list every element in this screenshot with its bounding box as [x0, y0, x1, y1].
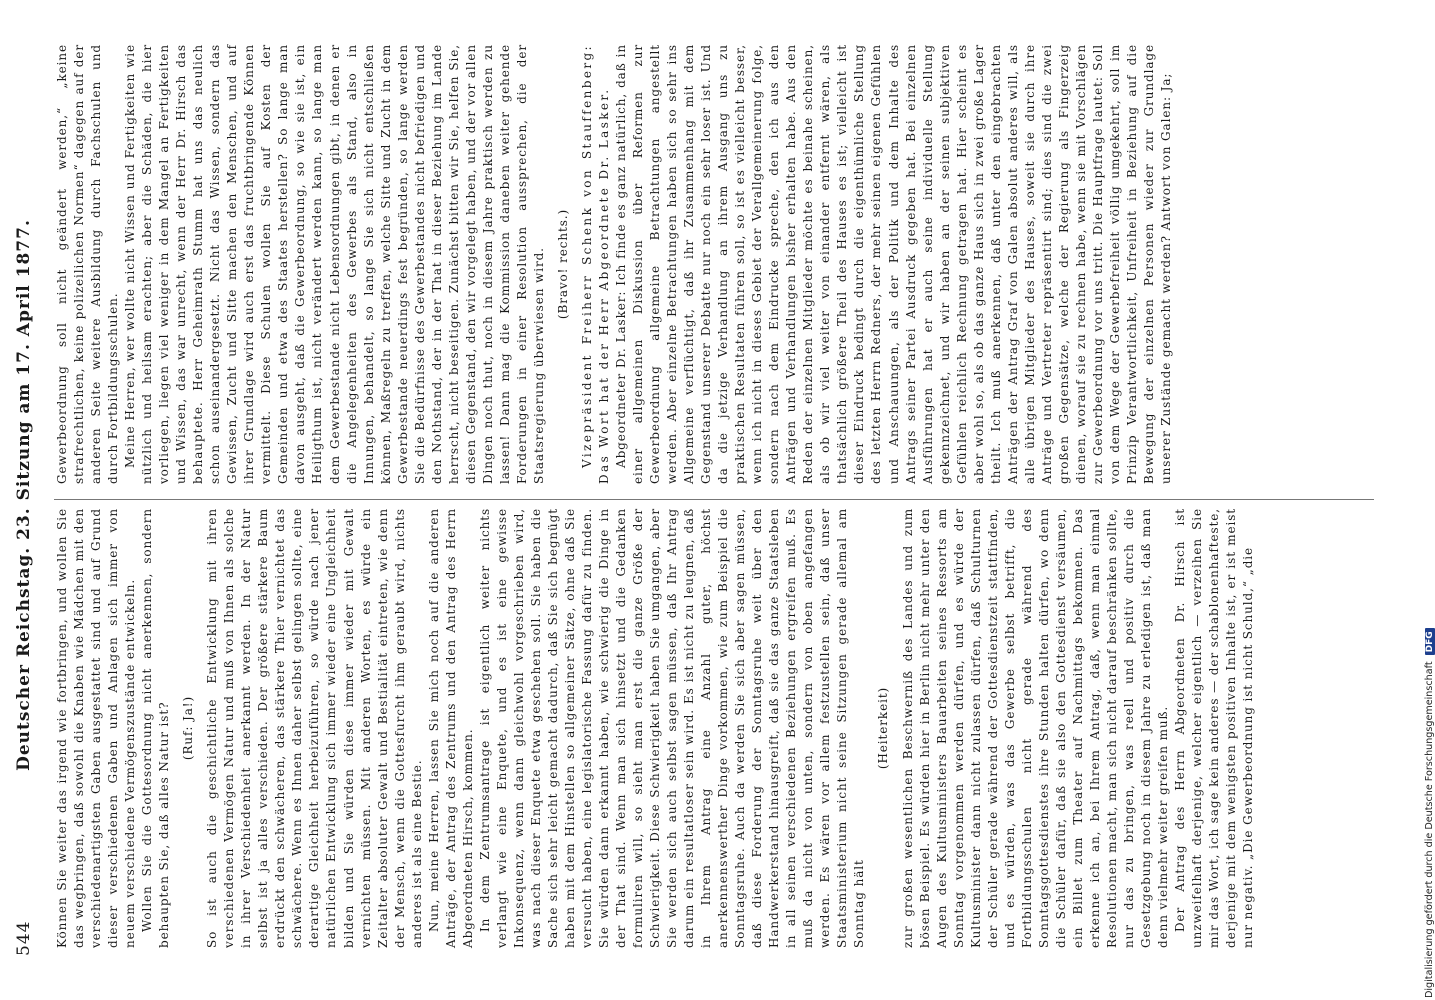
- credit-text: Digitalisierung gefördert durch die Deutsche Forschungsgemeinschaft: [1424, 661, 1435, 998]
- running-head: [14, 20, 42, 970]
- paragraph: Gewerbeordnung soll nicht geändert werden,“ „keine strafrechtlichen, keine polizeilichen Normen“ dagegen auf der anderen Seite weitere Ausbildung durch Fachschulen und durch Fortbildungsschulen.: [55, 44, 121, 484]
- dfg-logo-badge: DFG: [1425, 628, 1435, 655]
- page-number: 544: [14, 920, 34, 956]
- newspaper-page: [8, 20, 1398, 970]
- paragraph: So ist auch die geschichtliche Entwicklung mit ihren verschiedenen Vermögen Natur und muß von Ihnen als solche in ihrer Verschiedenheit anerkannt werden. In der Natur selbst ist ja alles verschieden. Der größere stärkere Baum erdrückt den schwächeren, das stärkere Thier vernichtet das schwächere. Wenn es Ihnen daher selbst gelingen sollte, eine derartige Gleichheit herbeizuführen, so würde nach jener natürlichen Entwicklung sich immer wieder eine Ungleichheit bilden und Sie würden diese immer wieder mit Gewalt vernichten müssen. Mit anderen Worten, es würde ein Zeitalter absoluter Gewalt und Bestialität eintreten, wie denn der Mensch, wenn die Gottesfurcht ihm geraubt wird, nichts anderes ist als eine Bestie.: [205, 508, 424, 948]
- paragraph: Abgeordneter Dr. Lasker: Ich finde es ganz natürlich, daß in einer allgemeinen Diskussion über Reformen zur Gewerbeordnung allgemeine Betrachtungen angestellt werden. Aber einzelne Betrachtungen haben sich so sehr ins Allgemeine verflüchtigt, daß ihr Zusammenhang mit dem Gegenstand unserer Debatte nur noch ein sehr loser ist. Und da die jetzige Verhandlung an ihrem Ausgang uns zu praktischen Resultaten führen soll, so ist es vielleicht besser, wenn ich nicht in dieses Gebiet der Verallgemeinerung folge, sondern nach dem Eindrucke spreche, den ich aus den Anträgen und Verhandlungen bisher erhalten habe. Aus den Reden der einzelnen Mitglieder möchte es beinahe scheinen, als ob wir viel weiter von einander entfernt wären, als thatsächlich größere Theil des Hauses es ist; vielleicht ist dieser Eindruck bedingt durch die eigenthümliche Stellung des letzten Herrn Redners, der mehr seinen eigenen Gefühlen und Anschauungen, als der Politik und dem Inhalte des Antrags seiner Partei Ausdruck gegeben hat. Bei einzelnen Ausführungen hat er auch seine individuelle Stellung gekennzeichnet, und wir haben an der seinen subjektiven Gefühlen reichlich Rechnung getragen hat. Hier scheint es aber wohl so, als ob das ganze Haus sich in zwei große Lager theilt. Ich muß anerkennen, daß unter den eingebrachten Anträgen der Antrag Graf von Galen absolut anderes will, als alle übrigen Mitglieder des Hauses, soweit sie durch ihre Anträge und Vertreter repräsentirt sind; dies sind die zwei großen Gegensätze, welche der Regierung als Fingerzeig dienen, worauf sie zu rechnen habe, wenn sie mit Vorschlägen zur Gewerbeordnung vor uns tritt. Die Hauptfrage lautet: Soll von dem Wege der Gewerbefreiheit völlig umgekehrt, soll im Prinzip Verantwortlichkeit, Unfreiheit in Beziehung auf die Bewegung der einzelnen Personen wieder zur Grundlage unserer Zustände gemacht werden? Antwort von Galen: Ja;: [614, 44, 1173, 484]
- right-column: [54, 44, 1384, 484]
- interjection: (Ruf: Ja!): [181, 695, 196, 761]
- speaker-announcement: Vizepräsident Freiherr Schenk von Stauffenberg: Das Wort hat der Herr Abgeordnete Dr. Lasker.: [579, 44, 611, 484]
- left-column: [54, 508, 1384, 948]
- paragraph: Der Antrag des Herrn Abgeordneten Dr. Hirsch ist unzweifelhaft derjenige, welcher eigentlich — verzeihen Sie mir das Wort, ich sage kein anderes — der schablonenhafteste, derjenige mit dem wenigsten positiven Inhalte ist, er ist meist nur negativ. „Die Gewerbeordnung ist nicht Schuld,“ „die: [1173, 507, 1256, 948]
- paragraph: Können Sie weiter das irgend wie fortbringen, und wollen Sie das wegbringen, daß sowohl die Knaben wie Mädchen mit den verschiedenartigsten Gaben ausgestattet sind und auf Grund dieser verschiedenen Gaben und Anlagen sich immer von neuem verschiedene Vermögenszustände entwickeln.: [55, 508, 138, 948]
- page-title: Deutscher Reichstag. 23. Sitzung am 17. April 1877.: [14, 219, 34, 771]
- interjection: (Heiterkeit): [876, 686, 891, 770]
- paragraph: Wollen Sie die Gottesordnung nicht anerkennen, sondern behaupten Sie, daß alles Natur ist?: [140, 508, 172, 948]
- column-divider: [54, 499, 1374, 500]
- paragraph: Meine Herren, wer wollte nicht Wissen und Fertigkeiten wie nützlich und heilsam erachten; aber die Schäden, die hier vorliegen, liegen viel weniger in dem Mangel an Fertigkeiten und Wissen, das war unrecht, wenn der Herr Dr. Hirsch das behauptete. Herr Geheimrath Stumm hat uns das neulich schon auseinandergesetzt. Nicht das Wissen, sondern das Gewissen, Zucht und Sitte machen den Menschen, und auf ihrer Grundlage wird auch erst das fruchtbringende Können vermittelt. Diese Schulen wollen Sie auf Kosten der Gemeinden und etwa des Staates herstellen? So lange man davon ausgeht, daß die Gewerbeordnung, so wie sie ist, ein Heiligthum ist, nicht verändert werden kann, so lange man dem Gewerbestande nicht Lebensordnungen gibt, in denen er die Angelegenheiten des Gewerbes als Stand, also in Innungen, behandelt, so lange Sie sich nicht entschließen können, Maßregeln zu treffen, welche Sitte und Zucht in dem Gewerbestande neuerdings fest begründen, so lange werden Sie die Bedürfnisse des Gewerbestandes nicht befriedigen und den Nothstand, der in der That in dieser Beziehung im Lande herrscht, nicht beseitigen. Zunächst bitten wir Sie, helfen Sie, diesen Gegenstand, den wir vorgelegt haben, und der vor allen Dingen noch thut, noch in diesem Jahre praktisch werden zu lassen! Dann mag die Kommission daneben weiter gehende Forderungen in einer Resolution aussprechen, die der Staatsregierung überwiesen wird.: [123, 44, 546, 484]
- interjection: (Bravo! rechts.): [555, 208, 570, 320]
- paragraph: Nun, meine Herren, lassen Sie mich noch auf die anderen Anträge, der Antrag des Zentrums und den Antrag des Herrn Abgeordneten Hirsch, kommen.: [426, 508, 475, 948]
- paragraph: In dem Zentrumsantrage ist eigentlich weiter nichts verlangt wie eine Enquete, und es ist eine gewisse Inkonsequenz, wenn dann gleichwohl vorgeschrieben wird, was nach dieser Enquete etwa geschehen soll. Sie haben die Sache sich sehr leicht gemacht dadurch, daß Sie sich begnügt haben mit dem Hinstellen so allgemeiner Sätze, ohne daß Sie versucht haben, eine legislatorische Fassung dafür zu finden. Sie würden dann erkannt haben, wie schwierig die Dinge in der That sind. Wenn man sich hinsetzt und die Gedanken formuliren will, so sieht man erst die ganze Größe der Schwierigkeit. Diese Schwierigkeit haben Sie umgangen, aber Sie werden sich auch selbst sagen müssen, daß Ihr Antrag darum ein resultatloser sein wird. Es ist nicht zu leugnen, daß in Ihrem Antrag eine Anzahl guter, höchst anerkennenswerther Dinge vorkommen, wie zum Beispiel die Sonntagsruhe. Auch da werden Sie sich aber sagen müssen, daß diese Forderung der Sonntagsruhe weit über den Handwerkerstand hinausgreift, daß sie das ganze Staatsleben in all seinen verschiedenen Beziehungen ergreifen muß. Es muß da nicht von unten, sondern von oben angefangen werden. Es wären vor allem festzustellen sein, daß unser Staatsministerium nicht seine Sitzungen gerade allemal am Sonntag hält: [477, 508, 867, 948]
- digitization-credit: [1424, 628, 1435, 998]
- paragraph: zur großen wesentlichen Beschwerniß des Landes und zum bösen Beispiel. Es würden hier in Berlin nicht mehr unter den Augen des Kultusministers Bauarbeiten seines Ressorts am Sonntag vorgenommen werden dürfen, und es würde der Kultusminister dann nicht zulassen dürfen, daß Schulturnen der Schüler gerade während der Gottesdienstzeit stattfinden, und es würden, was das Gewerbe selbst betrifft, die Fortbildungsschulen nicht gerade während des Sonntagsgottesdienstes ihre Stunden halten dürfen, wo denn die Schüler dafür, daß sie also den Gottesdienst versäumen, ein Billet zum Theater auf Nachmittags bekommen. Das erkenne ich an, bei Ihrem Antrag, daß, wenn man einmal Resolutionen macht, man sich nicht darauf beschränken sollte, nur das zu bringen, was reell und positiv durch die Gesetzgebung noch in diesem Jahre zu erledigen ist, daß man denn vielmehr weiter greifen muß.: [900, 508, 1170, 948]
